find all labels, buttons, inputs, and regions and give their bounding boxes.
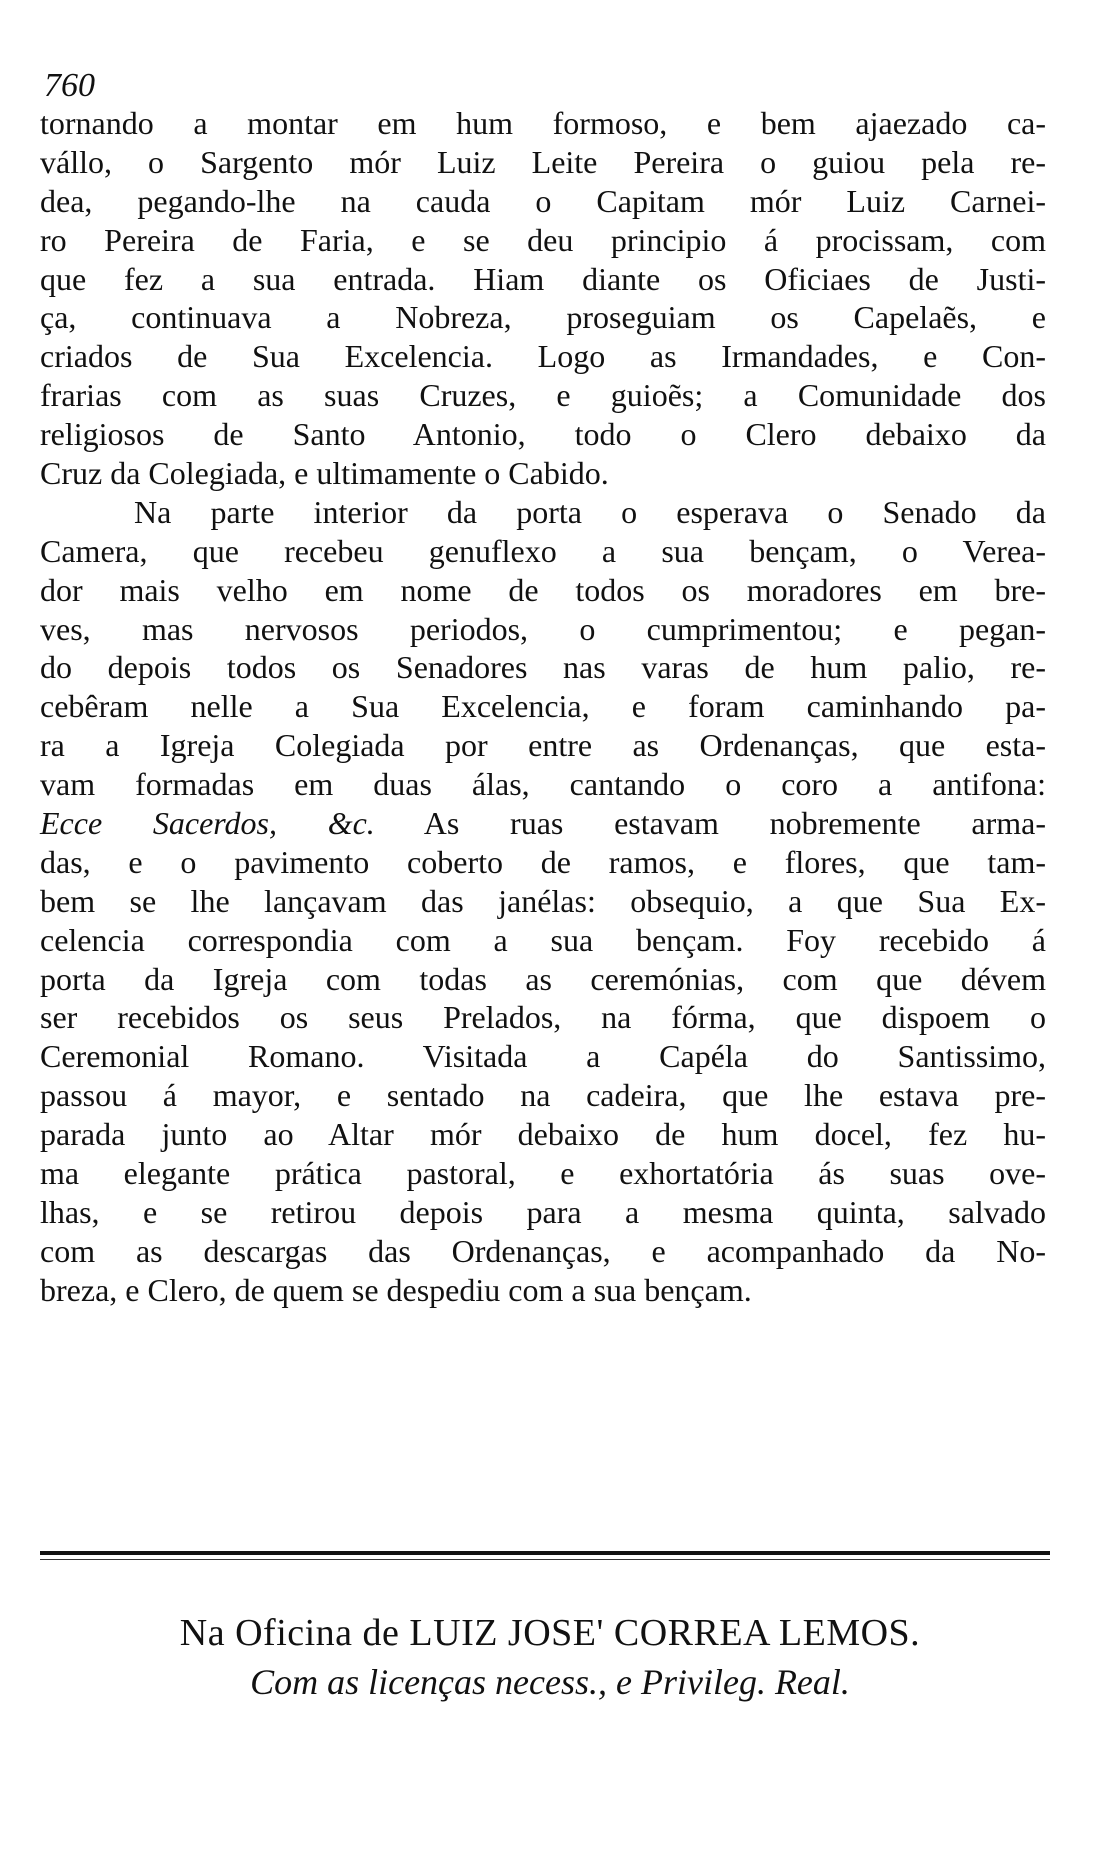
text-line: vállo, o Sargento mór Luiz Leite Pereira o guiou pela re- bbox=[40, 143, 1046, 180]
text-line: vam formadas em duas álas, cantando o coro a antifona: bbox=[40, 766, 1046, 803]
closing-rule-thick bbox=[40, 1551, 1050, 1555]
text-line: lhas, e se retirou depois para a mesma quinta, salvado bbox=[40, 1193, 1046, 1230]
text-line: cebêram nelle a Sua Excelencia, e foram caminhando pa- bbox=[40, 688, 1046, 725]
text-line: ves, mas nervosos periodos, o cumprimentou; e pegan- bbox=[40, 610, 1046, 647]
paragraph-end-line: Cruz da Colegiada, e ultimamente o Cabido. bbox=[40, 455, 609, 492]
paragraph-start-line: Na parte interior da porta o esperava o Senado da bbox=[134, 493, 1046, 530]
text-line: porta da Igreja com todas as ceremónias, com que dévem bbox=[40, 960, 1046, 997]
text-line: ça, continuava a Nobreza, proseguiam os Capelaẽs, e bbox=[40, 299, 1046, 336]
text-line: ro Pereira de Faria, e se deu principio á procissam, com bbox=[40, 221, 1046, 258]
text-line: dor mais velho em nome de todos os moradores em bre- bbox=[40, 571, 1046, 608]
text-line: com as descargas das Ordenanças, e acompanhado da No- bbox=[40, 1232, 1046, 1269]
license-imprint: Com as licenças necess., e Privileg. Real. bbox=[250, 1662, 850, 1702]
text-line-ecce-sacerdos bbox=[40, 804, 1046, 843]
page-number: 760 bbox=[44, 67, 95, 104]
body-text bbox=[40, 104, 1046, 1310]
text-line: ra a Igreja Colegiada por entre as Ordenanças, que esta- bbox=[40, 727, 1046, 764]
text-line: religiosos de Santo Antonio, todo o Clero debaixo da bbox=[40, 416, 1046, 453]
paragraph-end-line: breza, e Clero, de quem se despediu com a sua bençam. bbox=[40, 1271, 752, 1308]
text-line: parada junto ao Altar mór debaixo de hum docel, fez hu- bbox=[40, 1116, 1046, 1153]
text-line: Ceremonial Romano. Visitada a Capéla do Santissimo, bbox=[40, 1038, 1046, 1075]
text-line: das, e o pavimento coberto de ramos, e flores, que tam- bbox=[40, 843, 1046, 880]
text-line: frarias com as suas Cruzes, e guioẽs; a Comunidade dos bbox=[40, 377, 1046, 414]
text-line: bem se lhe lançavam das janélas: obsequio, a que Sua Ex- bbox=[40, 882, 1046, 919]
text-line: dea, pegando-lhe na cauda o Capitam mór Luiz Carnei- bbox=[40, 182, 1046, 219]
text-line: celencia correspondia com a sua bençam. Foy recebido á bbox=[40, 921, 1046, 958]
text-line: tornando a montar em hum formoso, e bem ajaezado ca- bbox=[40, 105, 1046, 141]
text-line: ser recebidos os seus Prelados, na fórma, que dispoem o bbox=[40, 999, 1046, 1036]
latin-phrase: Ecce Sacerdos, &c. bbox=[40, 805, 375, 842]
text-line: ma elegante prática pastoral, e exhortatória ás suas ove- bbox=[40, 1155, 1046, 1192]
text-line-rest: As ruas estavam nobremente arma- bbox=[374, 805, 1047, 842]
text-line: criados de Sua Excelencia. Logo as Irmandades, e Con- bbox=[40, 338, 1046, 375]
text-line: do depois todos os Senadores nas varas de hum palio, re- bbox=[40, 649, 1046, 686]
text-line: Camera, que recebeu genuflexo a sua bençam, o Verea- bbox=[40, 532, 1046, 569]
printer-imprint: Na Oficina de LUIZ JOSE' CORREA LEMOS. bbox=[179, 1612, 921, 1654]
closing-rule-thin bbox=[40, 1559, 1050, 1560]
text-line: passou á mayor, e sentado na cadeira, que lhe estava pre- bbox=[40, 1077, 1046, 1114]
text-line: que fez a sua entrada. Hiam diante os Oficiaes de Justi- bbox=[40, 260, 1046, 297]
